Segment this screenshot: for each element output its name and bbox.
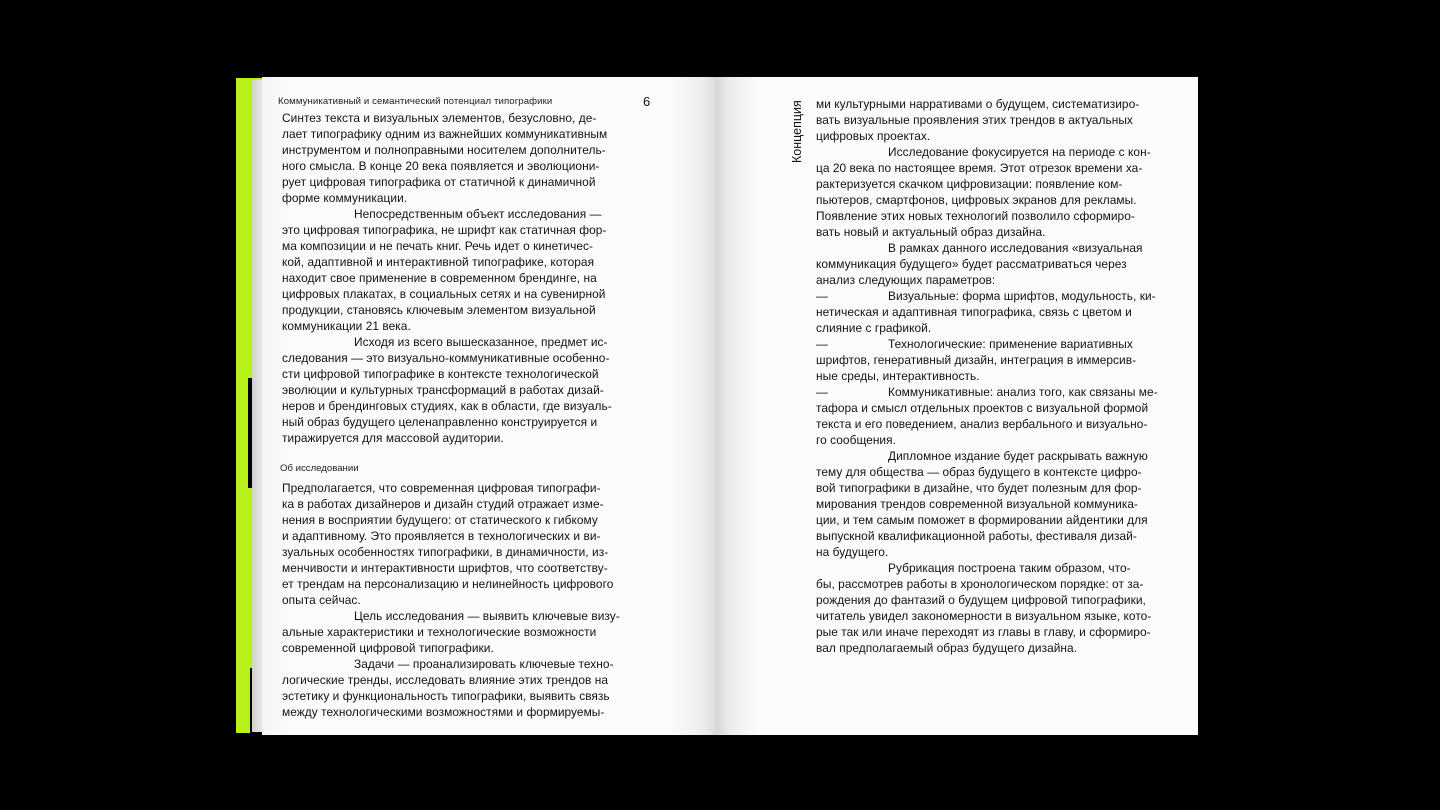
text-line: рождения до фантазий о будущем цифровой типографики,: [816, 593, 1146, 607]
text-line: цифровых проектах.: [816, 129, 931, 143]
left-body-text-intro: [282, 110, 694, 446]
text-line: текста и его поведением, анализ вербального и визуально-: [816, 417, 1148, 431]
text-line: коммуникации 21 века.: [282, 319, 411, 333]
text-line: мирования трендов современной визуальной коммуника-: [816, 497, 1139, 511]
text-line: и адаптивному. Это проявляется в технологических и ви-: [282, 529, 601, 543]
text-line: нетическая и адаптивная типографика, связь с цветом и: [816, 305, 1132, 319]
text-line: тиражируется для массовой аудитории.: [282, 431, 504, 445]
text-line: Предполагается, что современная цифровая типографи-: [282, 481, 601, 495]
text-line: Рубрикация построена таким образом, что-: [888, 561, 1131, 575]
text-line: современной цифровой типографики.: [282, 641, 494, 655]
list-item: [816, 336, 1176, 352]
text-line: Непосредственным объект исследования —: [354, 207, 602, 221]
text-line: анализ следующих параметров:: [816, 273, 996, 287]
text-line: ные среды, интерактивность.: [816, 369, 980, 383]
text-line: находит свое применение в современном брендинге, на: [282, 271, 597, 285]
right-page: [716, 77, 1198, 735]
text-line: ный образ будущего целенаправленно конструируется и: [282, 415, 598, 429]
text-line: неров и брендинговых студиях, как в области, где визуаль-: [282, 399, 612, 413]
text-line: ца 20 века по настоящее время. Этот отрезок времени ха-: [816, 161, 1143, 175]
text-line: Коммуникативные: анализ того, как связаны ме-: [888, 385, 1158, 399]
left-body-text-research: [282, 480, 694, 720]
text-line: сти цифровой типографике в контексте технологической: [282, 367, 599, 381]
text-line: Технологические: применение вариативных: [888, 337, 1133, 351]
text-line: рует цифровая типографика от статичной к динамичной: [282, 175, 596, 189]
section-tab: [786, 95, 806, 165]
text-line: цифровых плакатах, в социальных сетях и на сувенирной: [282, 287, 606, 301]
text-line: вать визуальные проявления этих трендов в актуальных: [816, 113, 1133, 127]
text-line: инструментом и полноправными носителем дополнитель-: [282, 143, 606, 157]
text-line: пьютеров, смартфонов, цифровых экранов для рекламы.: [816, 193, 1137, 207]
text-line: ет трендам на персонализацию и нелинейность цифрового: [282, 577, 614, 591]
text-line: логические тренды, исследовать влияние этих трендов на: [282, 673, 608, 687]
text-line: В рамках данного исследования «визуальная: [888, 241, 1143, 255]
text-line: го сообщения.: [816, 433, 896, 447]
text-line: коммуникация будущего» будет рассматриваться через: [816, 257, 1127, 271]
page-number: 6: [643, 94, 651, 109]
text-line: альные характеристики и технологические возможности: [282, 625, 597, 639]
text-line: Цель исследования — выявить ключевые визу-: [354, 609, 620, 623]
dash-bullet: —: [816, 337, 828, 351]
text-line: бы, рассмотрев работы в хронологическом порядке: от за-: [816, 577, 1144, 591]
text-line: выпускной квалификационной работы, фестиваля дизай-: [816, 529, 1137, 543]
text-line: ка в работах дизайнеров и дизайн студий отражает изме-: [282, 497, 604, 511]
right-body-text: [816, 96, 1176, 656]
text-line: ного смысла. В конце 20 века появляется и эволюциони-: [282, 159, 600, 173]
text-line: кой, адаптивной и интерактивной типографике, которая: [282, 255, 595, 269]
subheading: Об исследовании: [280, 463, 359, 474]
text-line: тафора и смысл отдельных проектов с визуальной формой: [816, 401, 1149, 415]
text-line: вать новый и актуальный образ дизайна.: [816, 225, 1046, 239]
text-line: ции, и тем самым поможет в формировании айдентики для: [816, 513, 1148, 527]
text-line: нения в восприятии будущего: от статического к гибкому: [282, 513, 598, 527]
left-page: [262, 77, 716, 735]
text-line: вал предполагаемый образ будущего дизайна.: [816, 641, 1078, 655]
text-line: Появление этих новых технологий позволило сформиро-: [816, 209, 1135, 223]
text-line: Дипломное издание будет раскрывать важную: [888, 449, 1148, 463]
text-line: Исходя из всего вышесказанное, предмет ис-: [354, 335, 608, 349]
text-line: вой типографики в дизайне, что будет полезным для фор-: [816, 481, 1142, 495]
running-head: Коммуникативный и семантический потенциал типографики: [278, 96, 553, 107]
text-line: рые так или иначе переходят из главы в главу, и сформиро-: [816, 625, 1151, 639]
text-line: следования — это визуально-коммуникативные особенно-: [282, 351, 610, 365]
text-line: зуальных особенностях типографики, в динамичности, из-: [282, 545, 609, 559]
text-line: Задачи — проанализировать ключевые техно-: [354, 657, 614, 671]
text-line: менчивости и интерактивности шрифтов, что соответству-: [282, 561, 608, 575]
text-line: тему для общества — образ будущего в контексте цифро-: [816, 465, 1142, 479]
section-tab-label: Концепция: [790, 100, 804, 163]
list-item: [816, 288, 1176, 304]
text-line: опыта сейчас.: [282, 593, 361, 607]
text-line: слияние с графикой.: [816, 321, 932, 335]
text-line: продукции, становясь ключевым элементом визуальной: [282, 303, 596, 317]
text-line: форме коммуникации.: [282, 191, 408, 205]
text-line: эволюции и культурных трансформаций в работах дизай-: [282, 383, 604, 397]
text-line: лает типографику одним из важнейших коммуникативным: [282, 127, 608, 141]
text-line: шрифтов, генеративный дизайн, интеграция в иммерсив-: [816, 353, 1137, 367]
text-line: рактеризуется скачком цифровизации: появление ком-: [816, 177, 1123, 191]
text-line: Исследование фокусируется на периоде с кон-: [888, 145, 1151, 159]
list-item: [816, 384, 1176, 400]
text-line: на будущего.: [816, 545, 889, 559]
dash-bullet: —: [816, 385, 828, 399]
dash-bullet: —: [816, 289, 828, 303]
text-line: Синтез текста и визуальных элементов, безусловно, де-: [282, 111, 597, 125]
text-line: читатель увидел закономерности в визуальном языке, кото-: [816, 609, 1152, 623]
text-line: это цифровая типографика, не шрифт как статичная фор-: [282, 223, 607, 237]
text-line: Визуальные: форма шрифтов, модульность, ки-: [888, 289, 1156, 303]
text-line: эстетику и функциональность типографики, выявить связь: [282, 689, 610, 703]
text-line: между технологическими возможностями и формируемы-: [282, 705, 605, 719]
text-line: ма композиции и не печать книг. Речь идет о кинетичес-: [282, 239, 594, 253]
text-line: ми культурными нарративами о будущем, систематизиро-: [816, 97, 1140, 111]
